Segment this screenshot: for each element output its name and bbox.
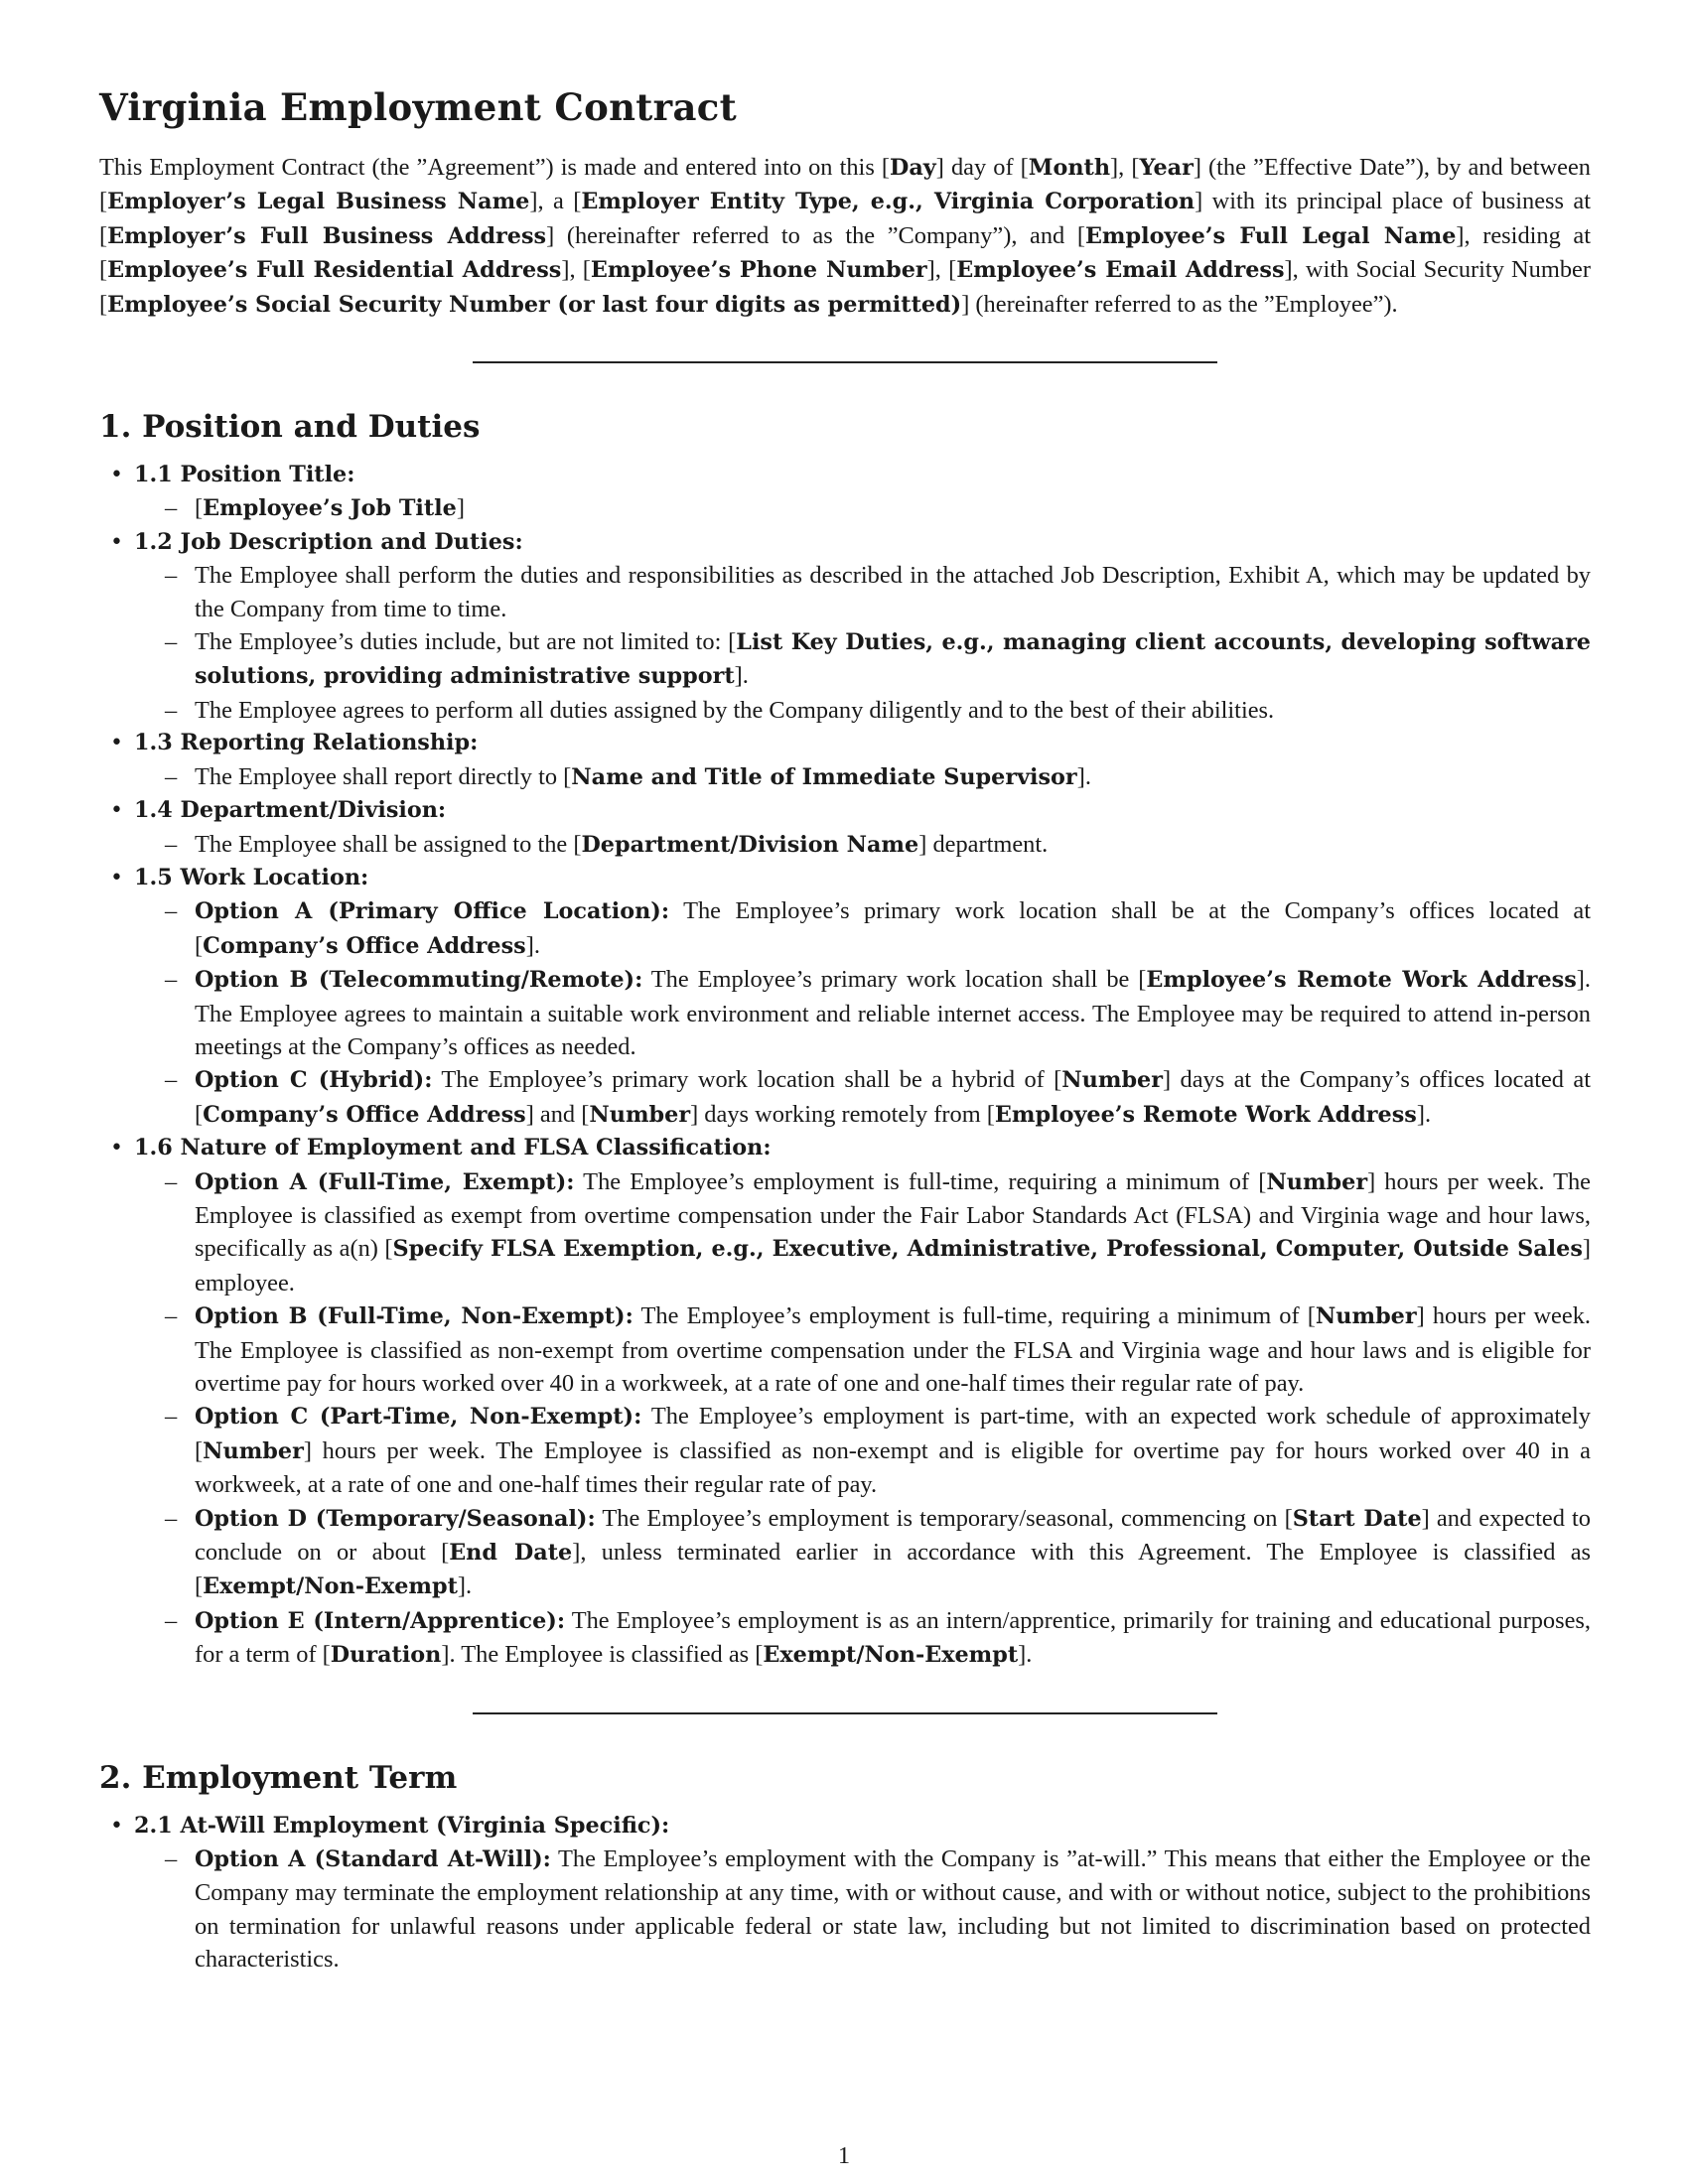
- text-run: (the ”Effective Date”), by and between: [1200, 154, 1591, 181]
- text-run: . The Employee is classified as: [449, 1641, 756, 1669]
- text-run: days at the Company’s offices located at: [1171, 1066, 1591, 1094]
- subclause-item: – The Employee shall report directly to [Name and Title of Immediate Supervisor].: [195, 760, 1591, 794]
- placeholder-field: Specify FLSA Exemption, e.g., Executive, Administrative, Professional, Computer, Outside Sales: [392, 1236, 1583, 1263]
- placeholder-field: Employee’s Full Legal Name: [1084, 222, 1457, 249]
- text-run: , unless terminated earlier in accordance with this Agreement. The Employee is classified as: [580, 1539, 1592, 1567]
- dash-marker: –: [165, 696, 178, 724]
- subclause-item: – Option A (Primary Office Location): The Employee’s primary work location shall be at the Company’s offices located at [Company’s Office Address].: [195, 894, 1591, 963]
- placeholder-field: Number: [1315, 1303, 1417, 1330]
- text-run: , a: [537, 188, 574, 215]
- placeholder-field: Name and Title of Immediate Supervisor: [571, 763, 1077, 790]
- placeholder-field: Department/Division Name: [581, 831, 919, 858]
- section-divider: [473, 361, 1217, 363]
- section-heading: 2. Employment Term: [99, 1759, 458, 1796]
- page-number: 1: [837, 2142, 851, 2169]
- dash-marker: –: [165, 1302, 178, 1330]
- text-run: The Employee’s employment is part-time, with an expected work schedule of approximately: [641, 1403, 1591, 1431]
- clause-list: [99, 459, 1591, 1673]
- clause-heading: 1.1 Position Title:: [134, 462, 355, 488]
- placeholder-field: Employer’s Full Business Address: [107, 222, 547, 249]
- text-run: ,: [1118, 154, 1132, 181]
- text-run: The Employee agrees to perform all duties assigned by the Company diligently and to the best of their abilities.: [195, 696, 1275, 724]
- text-run: The Employee shall be assigned to the: [195, 830, 574, 858]
- section-divider: [473, 1712, 1217, 1714]
- option-label: Option E (Intern/Apprentice):: [195, 1607, 566, 1634]
- clause-item: [110, 727, 1591, 794]
- placeholder-field: List Key Duties, e.g., managing client accounts, developing software solutions, providing administrative support: [195, 629, 1591, 690]
- dash-marker: –: [165, 1504, 178, 1532]
- bullet-marker: •: [110, 865, 123, 890]
- dash-marker: –: [165, 762, 178, 790]
- text-run: hours per week. The Employee is classified as non-exempt from overtime compensation under the FLSA and Virginia wage and hour laws and is eligible for overtime pay for hours worked over 40 in a workweek, at a rate of one and one-half times their regular rate of pay.: [195, 1302, 1592, 1397]
- text-run: ,: [569, 256, 583, 284]
- text-run: , residing at: [1464, 221, 1591, 249]
- document-page: [99, 85, 1591, 1977]
- text-run: The Employee’s employment is as an intern/apprentice, primarily for training and educational purposes, for a term of: [195, 1606, 1591, 1669]
- dash-marker: –: [165, 628, 178, 656]
- placeholder-field: Duration: [330, 1642, 442, 1669]
- placeholder-field: Number: [203, 1437, 304, 1464]
- clause-heading: 1.2 Job Description and Duties:: [134, 528, 523, 555]
- text-run: department.: [926, 830, 1049, 858]
- clause-item: [110, 526, 1591, 727]
- placeholder-field: Exempt/Non-Exempt: [763, 1642, 1019, 1669]
- placeholder-field: End Date: [449, 1540, 573, 1567]
- text-run: with its principal place of business at: [1202, 188, 1591, 215]
- placeholder-field: Company’s Office Address: [203, 932, 526, 959]
- subclause-list: [134, 559, 1591, 727]
- subclause-item: – Option A (Full-Time, Exempt): The Employee’s employment is full-time, requiring a minimum of [Number] hours per week. The Employee is classified as exempt from overtime compensation under the Fair Labor Standards Act (FLSA) and Virginia wage and hour laws, specifically as a(n) [Specify FLSA Exemption, e.g., Executive, Administrative, Professional, Computer, Outside Sales] employee.: [195, 1165, 1591, 1300]
- text-run: .: [466, 1572, 473, 1600]
- subclause-item: – Option C (Part-Time, Non-Exempt): The Employee’s employment is part-time, with an expected work schedule of approximately [Number] hours per week. The Employee is classified as non-exempt and is eligible for overtime pay for hours worked over 40 in a workweek, at a rate of one and one-half times their regular rate of pay.: [195, 1400, 1591, 1501]
- dash-marker: –: [165, 966, 178, 994]
- placeholder-field: Employee’s Email Address: [956, 257, 1285, 284]
- subclause-item: – Option E (Intern/Apprentice): The Employee’s employment is as an intern/apprentice, primarily for training and educational purposes, for a term of [Duration]. The Employee is classified as [Exempt/Non-Exempt].: [195, 1604, 1591, 1673]
- text-run: The Employee’s primary work location shall be a hybrid of: [432, 1066, 1055, 1094]
- text-run: The Employee’s employment with the Company is ”at-will.” This means that either the Employee or the Company may terminate the employment relationship at any time, with or without cause, and with or without notice, subject to the prohibitions on termination for unlawful reasons under applicable federal or state law, including but not limited to discrimination based on protected characteristics.: [195, 1845, 1591, 1974]
- placeholder-field: Employee’s Remote Work Address: [1146, 967, 1577, 994]
- subclause-list: [134, 828, 1591, 862]
- bullet-marker: •: [110, 731, 123, 756]
- dash-marker: –: [165, 1606, 178, 1634]
- dash-marker: –: [165, 562, 178, 590]
- dash-marker: –: [165, 494, 178, 522]
- placeholder-field: Number: [1061, 1067, 1163, 1094]
- subclause-item: [165, 559, 1591, 625]
- placeholder-field: Employee’s Phone Number: [590, 257, 927, 284]
- subclause-item: – Option B (Telecommuting/Remote): The Employee’s primary work location shall be [Employee’s Remote Work Address]. The Employee agrees to maintain a suitable work environment and reliable internet access. The Employee may be required to attend in-person meetings at the Company’s offices as needed.: [195, 963, 1591, 1063]
- subclause-list: [134, 760, 1591, 794]
- dash-marker: –: [165, 1167, 178, 1195]
- bullet-marker: •: [110, 1136, 123, 1161]
- subclause-item: [165, 1843, 1591, 1977]
- placeholder-field: Number: [589, 1101, 691, 1128]
- placeholder-field: Employee’s Remote Work Address: [994, 1101, 1417, 1128]
- dash-marker: –: [165, 897, 178, 925]
- intro-paragraph: This Employment Contract (the ”Agreement”) is made and entered into on this [Day] day of [Month], [Year] (the ”Effective Date”), by and between [Employer’s Legal Business Name], a [Employer Entity Type, e.g., Virginia Corporation] with its principal place of business at [Employer’s Full Business Address] (hereinafter referred to as the ”Company”), and [Employee’s Full Legal Name], residing at [Employee’s Full Residential Address], [Employee’s Phone Number], [Employee’s Email Address], with Social Security Number [Employee’s Social Security Number (or last four digits as permitted)] (hereinafter referred to as the ”Employee”).: [99, 154, 1591, 318]
- clause-item: [110, 459, 1591, 526]
- document-title: Virginia Employment Contract: [99, 85, 737, 129]
- text-run: days working remotely from: [698, 1100, 987, 1128]
- clause-item: [110, 862, 1592, 1132]
- clause-heading: 1.6 Nature of Employment and FLSA Classification:: [134, 1135, 772, 1161]
- subclause-item: – Option D (Temporary/Seasonal): The Employee’s employment is temporary/seasonal, commencing on [Start Date] and expected to conclude on or about [End Date], unless terminated earlier in accordance with this Agreement. The Employee is classified as [Exempt/Non-Exempt].: [195, 1502, 1591, 1604]
- dash-marker: –: [165, 1845, 178, 1873]
- option-label: Option A (Standard At-Will):: [195, 1846, 551, 1873]
- clause-heading: 2.1 At-Will Employment (Virginia Specific):: [134, 1812, 670, 1839]
- placeholder-field: Employee’s Social Security Number (or last four digits as permitted): [107, 291, 962, 318]
- subclause-item: – Option C (Hybrid): The Employee’s primary work location shall be a hybrid of [Number] days at the Company’s offices located at [Company’s Office Address] and [Number] days working remotely from [Employee’s Remote Work Address].: [195, 1063, 1591, 1132]
- text-run: .: [533, 931, 540, 959]
- dash-marker: –: [165, 1403, 178, 1431]
- text-run: The Employee shall perform the duties and responsibilities as described in the attached Job Description, Exhibit A, which may be updated by the Company from time to time.: [195, 562, 1591, 622]
- subclause-item: [165, 694, 1591, 727]
- placeholder-field: Company’s Office Address: [203, 1101, 526, 1128]
- dash-marker: –: [165, 1066, 178, 1094]
- text-run: , with Social Security Number: [1292, 256, 1591, 284]
- clause-heading: 1.3 Reporting Relationship:: [134, 730, 479, 756]
- text-run: .: [742, 662, 749, 690]
- placeholder-field: Day: [890, 155, 936, 181]
- placeholder-field: Employer Entity Type, e.g., Virginia Corporation: [581, 189, 1196, 215]
- bullet-marker: •: [110, 463, 123, 488]
- option-label: Option C (Hybrid):: [195, 1067, 433, 1094]
- option-label: Option A (Full-Time, Exempt):: [195, 1168, 575, 1195]
- text-run: .: [1424, 1100, 1432, 1128]
- placeholder-field: Month: [1028, 155, 1111, 181]
- placeholder-field: Employer’s Legal Business Name: [107, 189, 530, 215]
- subclause-item: – [Employee’s Job Title]: [195, 491, 1591, 525]
- text-run: The Employee’s employment is full-time, requiring a minimum of: [574, 1167, 1259, 1195]
- text-run: (hereinafter referred to as the ”Company”), and: [554, 221, 1077, 249]
- text-run: The Employee’s primary work location shall be: [642, 966, 1139, 994]
- text-run: hours per week. The Employee is classified as exempt from overtime compensation under the Fair Labor Standards Act (FLSA) and Virginia wage and hour laws, specifically as a(n): [195, 1167, 1591, 1263]
- text-run: day of: [943, 154, 1021, 181]
- clause-item: [110, 1132, 1592, 1673]
- text-run: and: [533, 1100, 582, 1128]
- option-label: Option C (Part-Time, Non-Exempt):: [195, 1404, 642, 1431]
- clause-item: [110, 794, 1591, 862]
- clause-heading: 1.5 Work Location:: [134, 864, 369, 890]
- subclause-list: [134, 1165, 1591, 1673]
- text-run: The Employee’s duties include, but are not limited to:: [195, 628, 729, 656]
- subclause-list: [134, 491, 1591, 525]
- dash-marker: –: [165, 830, 178, 858]
- subclause-item: – The Employee shall be assigned to the [Department/Division Name] department.: [195, 828, 1591, 862]
- section-heading: 1. Position and Duties: [99, 409, 481, 446]
- subclause-list: [134, 894, 1591, 1132]
- subclause-item: – Option B (Full-Time, Non-Exempt): The Employee’s employment is full-time, requiring a minimum of [Number] hours per week. The Employee is classified as non-exempt from overtime compensation under the FLSA and Virginia wage and hour laws and is eligible for overtime pay for hours worked over 40 in a workweek, at a rate of one and one-half times their regular rate of pay.: [195, 1299, 1591, 1400]
- placeholder-field: Start Date: [1292, 1505, 1422, 1532]
- text-run: .: [1026, 1641, 1033, 1669]
- text-run: .: [1084, 762, 1091, 790]
- text-run: employee.: [195, 1269, 295, 1297]
- sections-container: [99, 361, 1591, 1977]
- placeholder-field: Employee’s Job Title: [203, 495, 457, 522]
- bullet-marker: •: [110, 798, 123, 824]
- text-run: . The Employee agrees to maintain a suitable work environment and reliable internet access. The Employee may be required to attend in-person meetings at the Company’s offices as needed.: [195, 966, 1592, 1060]
- text-run: This Employment Contract (the ”Agreement”) is made and entered into on this: [99, 154, 882, 181]
- clause-item: [110, 1810, 1591, 1977]
- option-label: Option A (Primary Office Location):: [195, 898, 670, 925]
- subclause-list: [134, 1843, 1591, 1977]
- text-run: The Employee’s primary work location shall be at the Company’s offices located at: [669, 897, 1591, 925]
- text-run: (hereinafter referred to as the ”Employee”).: [969, 290, 1398, 318]
- option-label: Option D (Temporary/Seasonal):: [195, 1505, 596, 1532]
- placeholder-field: Exempt/Non-Exempt: [203, 1573, 458, 1600]
- subclause-item: – The Employee’s duties include, but are not limited to: [List Key Duties, e.g., managing client accounts, developing software solutions, providing administrative support].: [195, 625, 1591, 694]
- bullet-marker: •: [110, 1813, 123, 1839]
- placeholder-field: Number: [1266, 1168, 1368, 1195]
- placeholder-field: Employee’s Full Residential Address: [107, 257, 562, 284]
- clause-heading: 1.4 Department/Division:: [134, 797, 447, 824]
- text-run: hours per week. The Employee is classified as non-exempt and is eligible for overtime pay for hours worked over 40 in a workweek, at a rate of one and one-half times their regular rate of pay.: [195, 1436, 1591, 1499]
- text-run: and expected to conclude on or about: [195, 1504, 1591, 1567]
- bullet-marker: •: [110, 529, 123, 555]
- text-run: The Employee’s employment is temporary/seasonal, commencing on: [595, 1504, 1285, 1532]
- clause-list: [99, 1810, 1591, 1977]
- text-run: The Employee shall report directly to: [195, 762, 564, 790]
- text-run: The Employee’s employment is full-time, requiring a minimum of: [633, 1302, 1308, 1330]
- option-label: Option B (Telecommuting/Remote):: [195, 967, 643, 994]
- placeholder-field: Year: [1139, 155, 1194, 181]
- option-label: Option B (Full-Time, Non-Exempt):: [195, 1303, 633, 1330]
- text-run: ,: [934, 256, 949, 284]
